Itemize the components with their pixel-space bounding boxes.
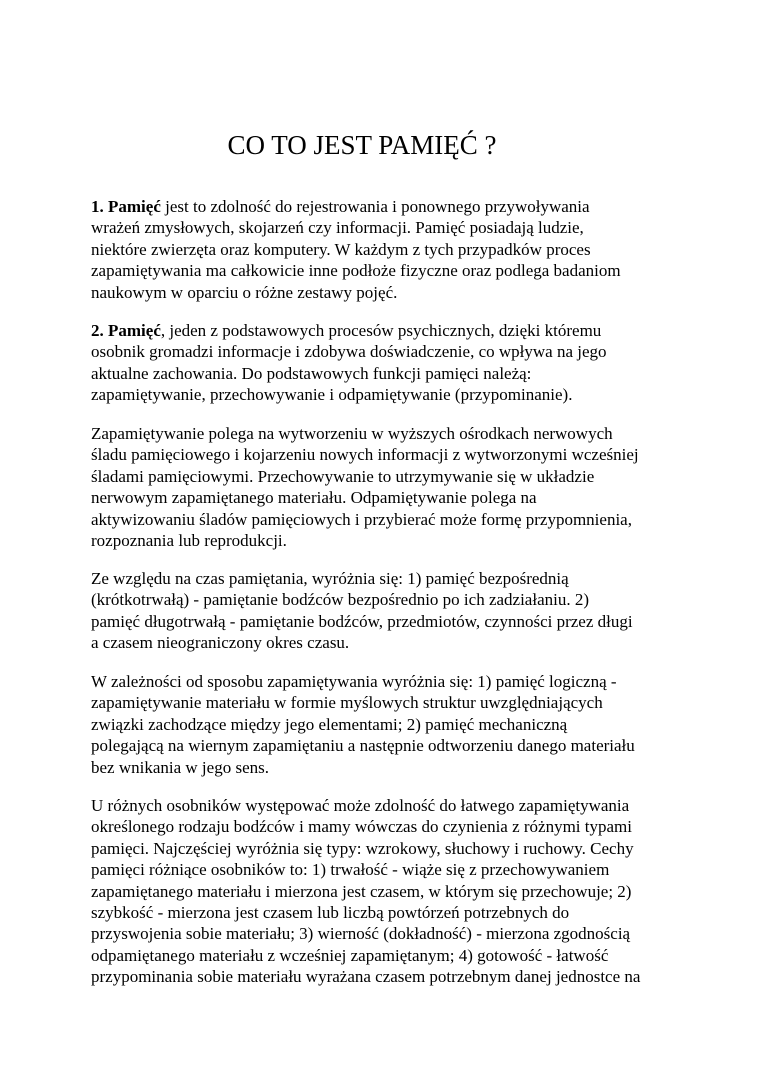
paragraph-line: (krótkotrwałą) - pamiętanie bodźców bezpośrednio po ich zadziałaniu. 2) [91,590,589,610]
paragraph-line: U różnych osobników występować może zdolność do łatwego zapamiętywania [91,796,630,815]
paragraph-line: pamięci. Najczęściej wyróżnia się typy: wzrokowy, słuchowy i ruchowy. Cechy [91,838,634,858]
paragraph-lead: 1. Pamięć [91,197,161,216]
paragraph-line: bez wnikania w jego sens. [91,757,269,777]
page-title: CO TO JEST PAMIĘĆ ? [227,130,497,160]
paragraph-line: wrażeń zmysłowych, skojarzeń czy informacji. Pamięć posiadają ludzie, [91,218,584,238]
paragraph-line: określonego rodzaju bodźców i mamy wówczas do czynienia z różnymi typami [91,817,632,837]
paragraph-5 [91,671,691,778]
paragraph-line: przypominania sobie materiału wyrażana czasem potrzebnym danej jednostce na [91,967,641,987]
paragraph-line: naukowym w oparciu o różne zestawy pojęć. [91,282,398,302]
paragraph-4 [91,568,691,654]
paragraph-line: odpamiętanego materiału z wcześniej zapamiętanym; 4) gotowość - łatwość [91,945,609,965]
paragraph-3 [91,423,691,551]
paragraph-lead: 2. Pamięć [91,321,161,340]
paragraph-line: zapamiętywanie materiału w formie myślowych struktur uwzględniających [91,693,603,713]
paragraph-line: aktualne zachowania. Do podstawowych funkcji pamięci należą: [91,363,532,383]
paragraph-line: śladu pamięciowego i kojarzeniu nowych informacji z wytworzonymi wcześniej [91,445,639,465]
paragraph-line: zapamiętywanie, przechowywanie i odpamiętywanie (przypominanie). [91,385,573,405]
paragraph-line [91,320,691,341]
paragraph-line: przyswojenia sobie materiału; 3) wierność (dokładność) - mierzona zgodnością [91,924,631,944]
paragraph-line: osobnik gromadzi informacje i zdobywa doświadczenie, co wpływa na jego [91,342,607,362]
paragraph-line: aktywizowaniu śladów pamięciowych i przybierać może formę przypomnienia, [91,509,632,529]
paragraph-6 [91,795,691,988]
paragraph-line: związki zachodzące między jego elementami; 2) pamięć mechaniczną [91,714,568,734]
paragraph-text: , jeden z podstawowych procesów psychicznych, dzięki któremu [160,321,602,340]
paragraph-1 [91,196,691,303]
paragraph-line: zapamiętanego materiału i mierzona jest czasem, w którym się przechowuje; 2) [91,881,632,901]
paragraph-line: szybkość - mierzona jest czasem lub liczbą powtórzeń potrzebnych do [91,903,570,923]
paragraph-line: śladami pamięciowymi. Przechowywanie to utrzymywanie się w układzie [91,466,595,486]
paragraph-line: a czasem nieograniczony okres czasu. [91,633,350,653]
paragraph-line: zapamiętywania ma całkowicie inne podłoże fizyczne oraz podlega badaniom [91,261,621,281]
paragraph-line [91,196,691,217]
paragraph-line: nerwowym zapamiętanego materiału. Odpamiętywanie polega na [91,488,537,508]
paragraph-line: W zależności od sposobu zapamiętywania wyróżnia się: 1) pamięć logiczną - [91,672,617,691]
paragraph-line: polegającą na wiernym zapamiętaniu a następnie odtworzeniu danego materiału [91,736,635,756]
paragraph-line: Ze względu na czas pamiętania, wyróżnia się: 1) pamięć bezpośrednią [91,569,569,588]
paragraph-line: Zapamiętywanie polega na wytworzeniu w wyższych ośrodkach nerwowych [91,424,613,443]
paragraph-line: pamięci różniące osobników to: 1) trwałość - wiąże się z przechowywaniem [91,860,610,880]
paragraph-line: rozpoznania lub reprodukcji. [91,531,287,551]
paragraph-text: jest to zdolność do rejestrowania i ponownego przywoływania [160,197,590,216]
paragraph-line: niektóre zwierzęta oraz komputery. W każdym z tych przypadków proces [91,239,591,259]
paragraph-line: pamięć długotrwałą - pamiętanie bodźców, przedmiotów, czynności przez długi [91,611,633,631]
paragraph-2 [91,320,691,406]
